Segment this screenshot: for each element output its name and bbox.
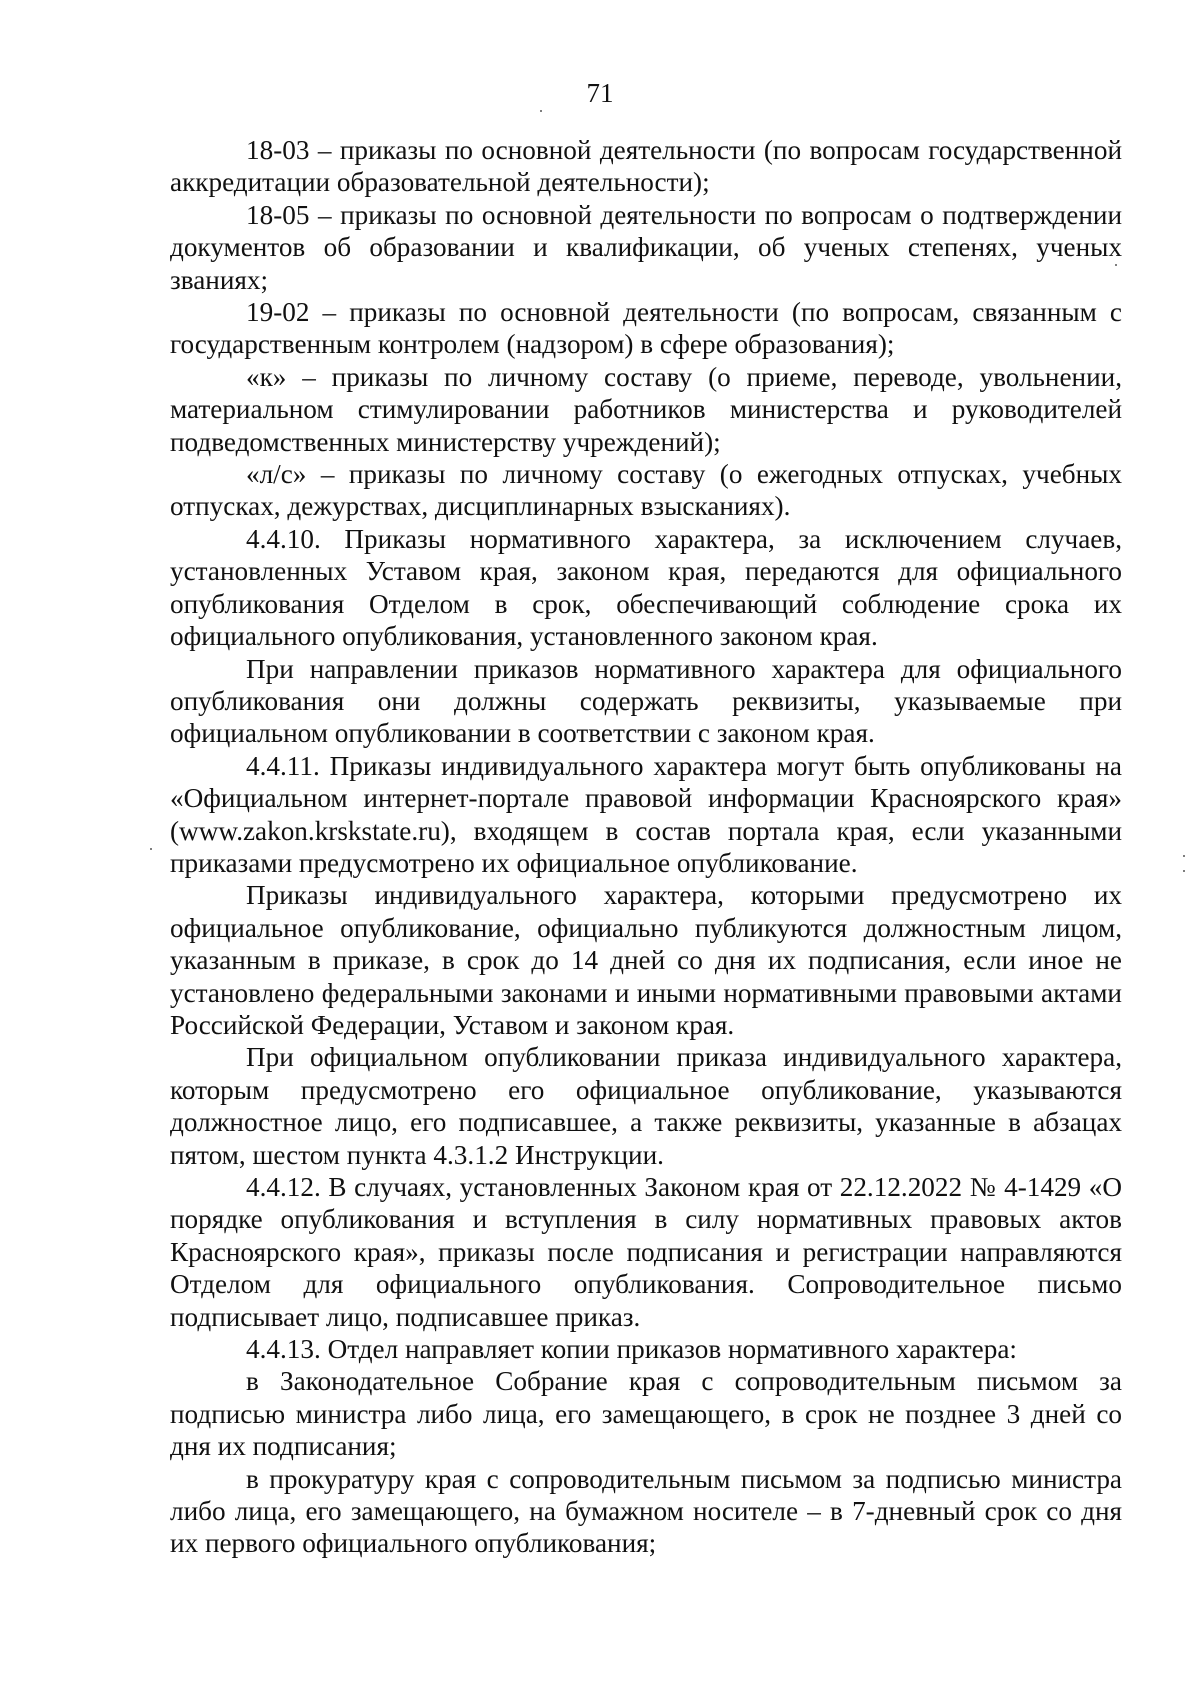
paragraph-18-03: 18-03 – приказы по основной деятельности (по вопросам государственной аккредитации образовательной деятельности);: [170, 135, 1122, 198]
scan-speck: [540, 110, 542, 112]
scan-speck: [1183, 855, 1185, 857]
paragraph-4-4-11-publication: Приказы индивидуального характера, которыми предусмотрено их официальное опубликование, официально публикуются должностным лицом, указанным в приказе, в срок до 14 дней со дня их подписания, если иное не установлено федеральными законами и иными нормативными правовыми актами Российской Федерации, Уставом и законом края.: [170, 880, 1122, 1040]
paragraph-4-4-11: 4.4.11. Приказы индивидуального характера могут быть опубликованы на «Официальном интернет-портале правовой информации Красноярского края» (www.zakon.krskstate.ru), входящем в состав портала края, если указанными приказами предусмотрено их официальное опубликование.: [170, 750, 1122, 878]
scan-speck: [150, 848, 152, 850]
paragraph-19-02: 19-02 – приказы по основной деятельности (по вопросам, связанным с государственным контролем (надзором) в сфере образования);: [170, 297, 1122, 360]
paragraph-4-4-13-prosecutor: в прокуратуру края с сопроводительным письмом за подписью министра либо лица, его замещающего, на бумажном носителе – в 7-дневный срок со дня их первого официального опубликования;: [170, 1463, 1122, 1559]
page-number: 71: [586, 78, 614, 108]
document-body: [170, 134, 1122, 1560]
paragraph-4-4-13-assembly: в Законодательное Собрание края с сопроводительным письмом за подписью министра либо лица, его замещающего, в срок не позднее 3 дней со дня их подписания;: [170, 1366, 1122, 1462]
paragraph-4-4-13: 4.4.13. Отдел направляет копии приказов нормативного характера:: [246, 1334, 1017, 1365]
paragraph-4-4-11-requisites: При официальном опубликовании приказа индивидуального характера, которым предусмотрено его официальное опубликование, указываются должностное лицо, его подписавшее, а также реквизиты, указанные в абзацах пятом, шестом пункта 4.3.1.2 Инструкции.: [170, 1042, 1122, 1170]
paragraph-4-4-12: 4.4.12. В случаях, установленных Законом края от 22.12.2022 № 4-1429 «О порядке опубликования и вступления в силу нормативных правовых актов Красноярского края», приказы после подписания и регистрации направляются Отделом для официального опубликования. Сопроводительное письмо подписывает лицо, подписавшее приказ.: [170, 1172, 1122, 1332]
paragraph-k: «к» – приказы по личному составу (о приеме, переводе, увольнении, материальном стимулировании работников министерства и руководителей подведомственных министерству учреждений);: [170, 361, 1122, 457]
paragraph-18-05: 18-05 – приказы по основной деятельности по вопросам о подтверждении документов об образовании и квалификации, об ученых степенях, ученых званиях;: [170, 199, 1122, 295]
paragraph-ls: «л/с» – приказы по личному составу (о ежегодных отпусках, учебных отпусках, дежурствах, дисциплинарных взысканиях).: [170, 459, 1122, 522]
scan-speck: [1115, 264, 1117, 266]
paragraph-4-4-10: 4.4.10. Приказы нормативного характера, за исключением случаев, установленных Уставом края, законом края, передаются для официального опубликования Отделом в срок, обеспечивающий соблюдение срока их официального опубликования, установленного законом края.: [170, 523, 1122, 652]
paragraph-4-4-10-requisites: При направлении приказов нормативного характера для официального опубликования они должны содержать реквизиты, указываемые при официальном опубликовании в соответствии с законом края.: [170, 653, 1122, 749]
scan-speck: [1183, 870, 1185, 872]
